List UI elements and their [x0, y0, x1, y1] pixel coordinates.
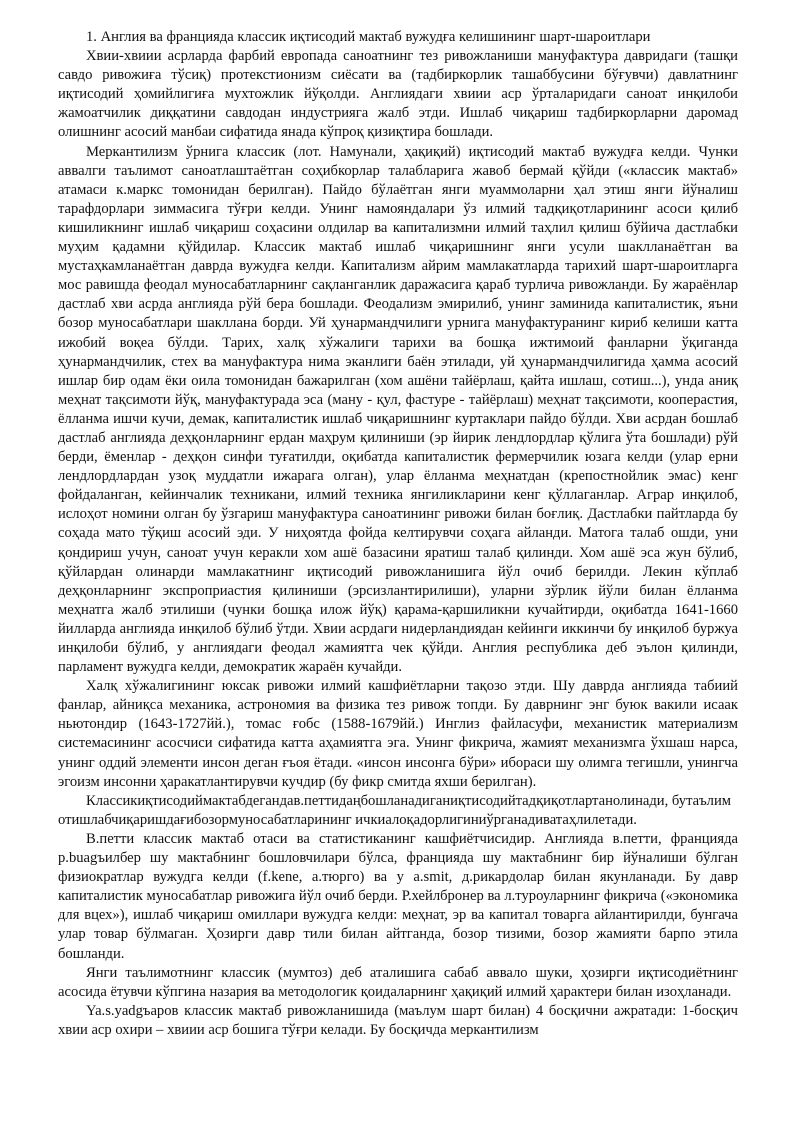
paragraph-1: Хвии-хвиии асрларда фарбий европада саноатнинг тез ривожланиши мануфактура давридаги (ташқи савдо ривожиға тўсиқ) протекстионизм сиёсати ва (тадбиркорлик ташаббусини бўғувчи) давлатнинг иқтисодий ҳомийлигиға мухтожлик йўқолди. Англиядаги хвиии аср ўрталаридаги саноат инқилоби жамоатчилик диққатини савдодан индустрияга жалб этди. Ишлаб чиқариш тадбиркорларни даромад олишнинг асосий манбаи сифатида янада кўпроқ қизиқтира бошлади. [58, 48, 738, 141]
paragraph-6: Янги таълимотнинг классик (мумтоз) деб аталишига сабаб аввало шуки, ҳозирги иқтисодиётнинг асосида ётувчи кўпгина назария ва методологик қоидаларнинг ҳақиқий илмий ҳарактери билан изоҳланади. [58, 964, 738, 1000]
paragraph-2: Меркантилизм ўрнига классик (лот. Намунали, ҳақиқий) иқтисодий мактаб вужудға келди. Чунки аввалги таълимот саноатлаштаётган соҳибкорлар талабларига жавоб бермай қўйди («классик мактаб» атамаси к.маркс томонидан берилган). Пайдо бўлаётган янги муаммоларни ҳал этиш янги йўналиш тарафдорлари зиммасига тўғри келди. Унинг намояндалари ўз илмий тадқиқотларининг асоси қилиб кишиликнинг ишлаб чиқариш соҳасини олдилар ва капитализмни илмий таҳлил қилиш бўйича дастлабки муҳим қадамни қўйдилар. Классик мактаб ишлаб чиқаришнинг янги усули шаклланаётган ва мустаҳкамланаётган даврда вужудға келди. Капитализм айрим мамлакатларда тарихий шарт-шароитларга мос равишда феодал муносабатларнинг сақланганлик даражасига қараб турлича ривожланди. Бу жараёнлар дастлаб хви асрда англияда рўй бера бошлади. Феодализм эмирилиб, унинг заминида капиталистик, яъни бозор муносабатлари шакллана борди. Уй ҳунармандчилиги урнига мануфактуранинг кириб келиши катта ижобий воқеа бўлди. Тарих, халқ хўжалиги тарихи ва бошқа ижтимоий фанларни ўқиганда ҳунармандчилик, стех ва мануфактура нима эканлиги баён этилади, уй ҳунармандчилигида ҳамма асосий ишлар бир одам ёки оила томонидан бажарилган (хом ашёни тайёрлаш, қайта ишлаш, сотиш...), унда аниқ меҳнат тақсимоти йўқ, мануфактурада эса (ману - қул, фастуре - тайёрлаш) меҳнат тақсимоти, кооперастия, ёлланма ишчи кучи, демак, капиталистик ишлаб чиқаришнинг куртаклари пайдо бўлди. Хви асрдан бошлаб дастлаб англияда деҳқонларнинг ердан маҳрум қилиниши (эр йирик лендлордлар қўлига ўта бошлади) рўй берди, ёменлар - деҳқон синфи туғатилди, оқибатда капиталистик фермерчилик юзага келди (улар ерни лендлордлардан узоқ муддатли ижарага олган), улар ёлланма меҳнатдан (крепостнойлик эмас) кенг фойдаланган, кейинчалик техникани, илмий техника янгиликларини кенг қўллаганлар. Аграр инқилоб, ислоҳот номини олган бу ўзгариш мануфактура саноатининг ривожи билан боғлиқ. Дастлабки пайтларда бу соҳада мато тўқиш асосий эди. У ниҳоятда фойда келтирувчи соҳага айланди. Матога талаб ошди, уни қондириш учун, саноат учун керакли хом ашё базасини яратиш талаб қилинди. Хом ашё эса жун бўлиб, қўйлардан олинарди мамлакатнинг иқтисодий ривожланишига йўл очиб берилди. Лекин кўплаб деҳқонларнинг экспроприастия қилиниши (эрсизлантирилиши), уларни зўрлик йўли билан ёлланма меҳнатга жалб этилиши (чунки бошқа илож йўқ) қарама-қаршиликни кучайтирди, оқибатда 1641-1660 йилларда англияда инқилоб бўлиб ўтди. Хвии асрдаги нидерландиядан кейинги иккинчи бу инқилоб буржуа инқилоби бўлиб, у англиядаги феодал жамиятга чек қўйди. Англия республика деб эълон қилинди, парламент вужудга келди, демократик жараён кучайди. [58, 143, 738, 676]
section-title: 1. Англия ва францияда классик иқтисодий мактаб вужудға келишининг шарт-шароитлари [86, 29, 651, 45]
paragraph-4: Классикиқтисодиймактабдегандав.петтидаңбошланадиганиқтисодийтадқиқотлартанолинади, бутаълимотишлабчиқаришдағибозормуносабатларининг ичкиалоқадорлигиниўрганадиватаҳлилетади. [58, 792, 731, 828]
paragraph-5: В.петти классик мактаб отаси ва статистиканинг кашфиётчисидир. Англияда в.петти, францияда р.buagъилбер шу мактабнинг бошловчилари бўлса, францияда шу мактабнинг бир йўналиши бўлган физиократлар вужудга келди (f.kene, а.тюрго) ва у a.smit, д.рикардолар билан якунланади. Бу давр капиталистик муносабатлар ривожига йўл очиб берди. Р.хейлбронер ва л.туроуларнинг фикрича («экономика для вцех»), ишлаб чиқариш омиллари вужудга келди: меҳнат, эр ва капитал товарга айлантирилди, бунгача улар товар бўлмаган. Ҳозирги давр тили билан айтганда, бозор тизими, бозор жамияти барпо этила бошланди. [58, 830, 738, 962]
paragraph-7: Ya.s.yadgъаров классик мактаб ривожланишида (маълум шарт билан) 4 босқични ажратади: 1-босқич хвии аср охири – хвиии аср бошига тўғри келади. Бу босқичда меркантилизм [58, 1002, 738, 1038]
paragraph-3: Халқ хўжалигининг юксак ривожи илмий кашфиётларни тақозо этди. Шу даврда англияда табиий фанлар, айниқса механика, астрономия ва физика тез ривож топди. Бу даврнинг энг буюк вакили исаак ньютондир (1643-1727йй.), томас ғобс (1588-1679йй.) Инглиз файласуфи, механистик материализм системасининг асосчиси сифатида катта аҳамиятга эга. Унинг фикрича, жамият механизмга ўхшаш нарса, унинг оддий элементи инсон деган ғъоя ётади. «инсон инсонга бўри» ибораси шу олимга тегишли, унингча эгоизм инсонни ҳаракатлантирувчи кучдир (бу фикр смитда яхши берилган). [58, 678, 738, 790]
